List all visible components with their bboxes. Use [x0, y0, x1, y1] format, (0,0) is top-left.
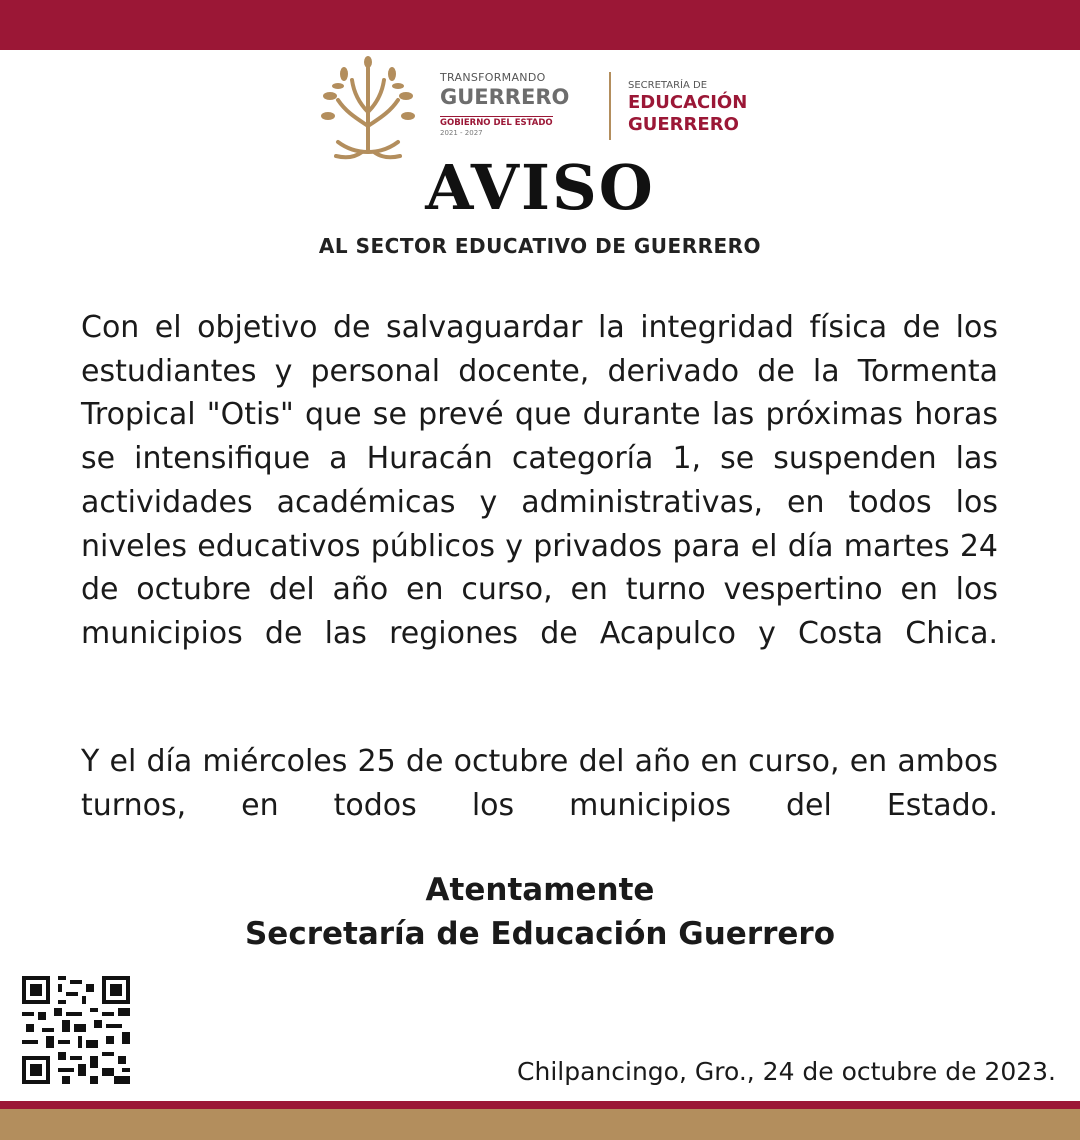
qr-code-icon[interactable]: [22, 976, 130, 1084]
top-red-bar: [0, 0, 1080, 50]
page-title: AVISO: [425, 151, 655, 224]
logo-divider: [609, 72, 611, 140]
secretaria-logo: [628, 80, 798, 136]
gov-sub: GOBIERNO DEL ESTADO: [440, 118, 553, 128]
sec-line2: GUERRERO: [628, 114, 739, 135]
signature-block: [0, 868, 1080, 956]
bottom-gold-stripe: [0, 1109, 1080, 1140]
tree-emblem-icon: [316, 56, 420, 160]
sec-line1: EDUCACIÓN: [628, 92, 748, 113]
closing: Atentamente: [425, 872, 655, 908]
signer: Secretaría de Educación Guerrero: [244, 916, 836, 952]
gov-logo: [440, 72, 600, 138]
body-paragraph-1: Con el objetivo de salvaguardar la integridad física de los estudiantes y personal docente, derivado de la Tormenta Tropical "Otis" que se prevé que durante las próximas horas se intensifique a Huracán categoría 1, se suspenden las actividades académicas y administrativas, en todos los niveles educativos públicos y privados para el día martes 24 de octubre del año en curso, en turno vespertino en los municipios de las regiones de Acapulco y Costa Chica.: [81, 310, 998, 651]
gov-name: GUERRERO: [440, 85, 570, 109]
bottom-red-stripe: [0, 1101, 1080, 1109]
page-subtitle: AL SECTOR EDUCATIVO DE GUERRERO: [318, 234, 762, 258]
body-paragraph-2: Y el día miércoles 25 de octubre del año en curso, en ambos turnos, en todos los municipios del Estado.: [81, 744, 998, 823]
gov-tagline: TRANSFORMANDO: [440, 71, 546, 84]
place-date: Chilpancingo, Gro., 24 de octubre de 2023.: [517, 1057, 1056, 1086]
gov-years: 2021 - 2027: [440, 129, 483, 137]
sec-tagline: SECRETARÍA DE: [628, 80, 708, 91]
